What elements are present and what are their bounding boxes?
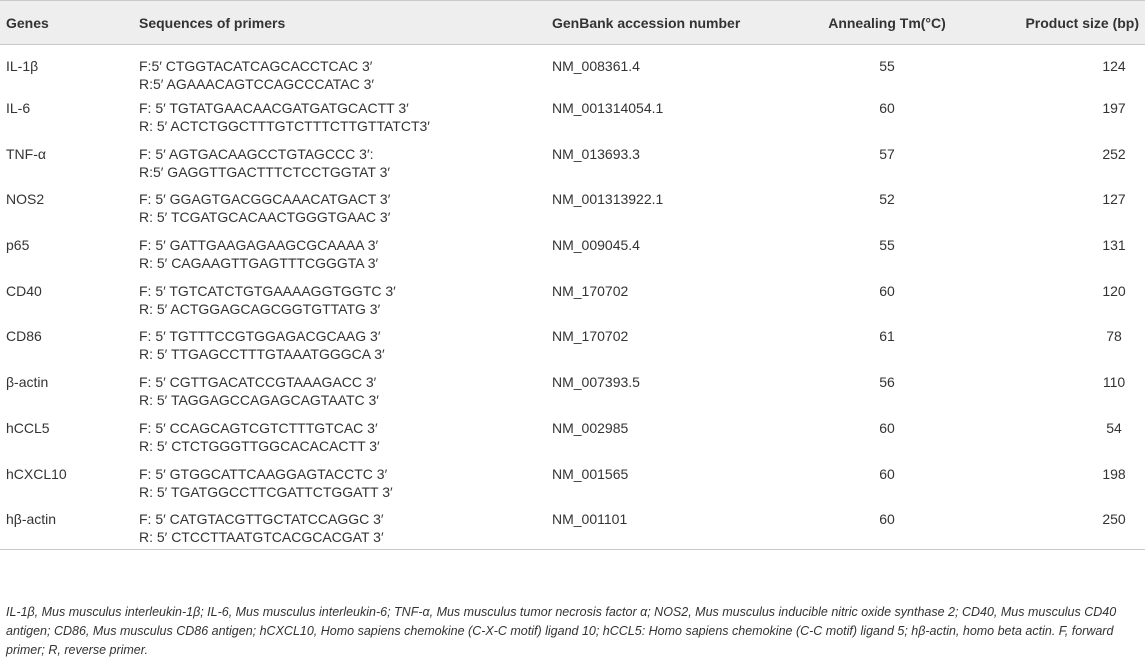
annealing-tm-cell: 55 bbox=[879, 237, 895, 254]
gene-cell: CD40 bbox=[6, 282, 42, 299]
forward-primer: F: 5′ TGTTTCCGTGGAGACGCAAG 3′ bbox=[139, 328, 381, 345]
primer-sequences-cell bbox=[133, 321, 546, 367]
forward-primer: F: 5′ CCAGCAGTCGTCTTTGTCAC 3′ bbox=[139, 419, 378, 436]
gene-cell: p65 bbox=[6, 237, 30, 254]
accession-cell: NM_001313922.1 bbox=[552, 191, 664, 208]
product-size-cell: 250 bbox=[993, 504, 1145, 550]
gene-cell: β-actin bbox=[6, 374, 49, 391]
primer-sequences-cell bbox=[133, 45, 546, 94]
primer-sequences-cell bbox=[133, 230, 546, 276]
annealing-tm-cell: 60 bbox=[781, 504, 993, 550]
forward-primer: F: 5′ TGTATGAACAACGATGATGCACTT 3′ bbox=[139, 100, 409, 116]
reverse-primer: R: 5′ ACTCTGGCTTTGTCTTTCTTGTTATCT3′ bbox=[139, 118, 430, 134]
product-size-cell: 197 bbox=[1102, 100, 1126, 116]
reverse-primer: R: 5′ CTCCTTAATGTCACGCACGAT 3′ bbox=[139, 529, 384, 546]
primer-sequences-cell bbox=[133, 504, 546, 550]
product-size-cell: 78 bbox=[1106, 328, 1122, 345]
annealing-tm-cell: 61 bbox=[879, 328, 895, 345]
accession-cell: NM_001101 bbox=[546, 504, 781, 550]
annealing-tm-cell: 55 bbox=[879, 58, 895, 74]
forward-primer: F: 5′ GTGGCATTCAAGGAGTACCTC 3′ bbox=[139, 465, 388, 482]
accession-cell: NM_170702 bbox=[552, 328, 629, 345]
annealing-tm-cell: 60 bbox=[879, 419, 895, 436]
gene-cell: hCXCL10 bbox=[6, 465, 67, 482]
annealing-tm-cell: 52 bbox=[879, 191, 895, 208]
reverse-primer: R: 5′ TTGAGCCTTTGTAAATGGGCA 3′ bbox=[139, 346, 385, 363]
reverse-primer: R:5′ AGAAACAGTCCAGCCCATAC 3′ bbox=[139, 76, 374, 92]
forward-primer: F: 5′ CATGTACGTTGCTATCCAGGC 3′ bbox=[139, 511, 384, 528]
primer-sequences-cell bbox=[133, 93, 546, 139]
gene-cell: NOS2 bbox=[6, 191, 45, 208]
product-size-cell: 124 bbox=[1102, 58, 1126, 74]
product-size-cell: 54 bbox=[1106, 419, 1122, 436]
header-sequences: Sequences of primers bbox=[133, 1, 546, 45]
reverse-primer: R: 5′ ACTGGAGCAGCGGTGTTATG 3′ bbox=[139, 300, 381, 317]
header-accession: GenBank accession number bbox=[546, 1, 781, 45]
product-size-cell: 252 bbox=[1102, 145, 1126, 162]
table-header-row bbox=[0, 1, 1145, 45]
accession-cell: NM_007393.5 bbox=[552, 374, 640, 391]
reverse-primer: R: 5′ TCGATGCACAACTGGGTGAAC 3′ bbox=[139, 209, 391, 226]
annealing-tm-cell: 60 bbox=[879, 282, 895, 299]
product-size-cell: 127 bbox=[1102, 191, 1126, 208]
gene-cell: IL-1β bbox=[6, 58, 39, 74]
table-row bbox=[0, 230, 1145, 276]
product-size-cell: 110 bbox=[1102, 374, 1126, 391]
reverse-primer: R:5′ GAGGTTGACTTTCTCCTGGTAT 3′ bbox=[139, 163, 391, 180]
reverse-primer: R: 5′ CAGAAGTTGAGTTTCGGGTA 3′ bbox=[139, 255, 379, 272]
table-row bbox=[0, 45, 1145, 94]
table-row bbox=[0, 504, 1145, 550]
accession-cell: NM_002985 bbox=[552, 419, 629, 436]
reverse-primer: R: 5′ TAGGAGCCAGAGCAGTAATC 3′ bbox=[139, 392, 379, 409]
annealing-tm-cell: 60 bbox=[879, 465, 895, 482]
gene-cell: hCCL5 bbox=[6, 419, 50, 436]
annealing-tm-cell: 56 bbox=[879, 374, 895, 391]
accession-cell: NM_009045.4 bbox=[552, 237, 640, 254]
table-row bbox=[0, 184, 1145, 230]
accession-cell: NM_001314054.1 bbox=[552, 100, 664, 116]
forward-primer: F: 5′ AGTGACAAGCCTGTAGCCC 3′: bbox=[139, 145, 374, 162]
product-size-cell: 131 bbox=[1102, 237, 1126, 254]
table-row bbox=[0, 276, 1145, 322]
table-row bbox=[0, 367, 1145, 413]
accession-cell: NM_008361.4 bbox=[552, 58, 640, 74]
table-body bbox=[0, 45, 1145, 550]
table-row bbox=[0, 93, 1145, 139]
table-row bbox=[0, 139, 1145, 185]
forward-primer: F: 5′ CGTTGACATCCGTAAAGACC 3′ bbox=[139, 374, 377, 391]
gene-cell: hβ-actin bbox=[0, 504, 133, 550]
primer-sequences-cell bbox=[133, 184, 546, 230]
reverse-primer: R: 5′ TGATGGCCTTCGATTCTGGATT 3′ bbox=[139, 483, 393, 500]
table-row bbox=[0, 413, 1145, 459]
primer-sequences-cell bbox=[133, 139, 546, 185]
accession-cell: NM_170702 bbox=[552, 282, 629, 299]
annealing-tm-cell: 57 bbox=[879, 145, 895, 162]
gene-cell: IL-6 bbox=[6, 100, 31, 116]
header-annealing-tm: Annealing Tm(°C) bbox=[781, 1, 993, 45]
forward-primer: F: 5′ GGAGTGACGGCAAACATGACT 3′ bbox=[139, 191, 391, 208]
table-row bbox=[0, 321, 1145, 367]
forward-primer: F:5′ CTGGTACATCAGCACCTCAC 3′ bbox=[139, 58, 373, 74]
annealing-tm-cell: 60 bbox=[879, 100, 895, 116]
forward-primer: F: 5′ TGTCATCTGTGAAAAGGTGGTC 3′ bbox=[139, 282, 396, 299]
table-footnote: IL-1β, Mus musculus interleukin-1β; IL-6, Mus musculus interleukin-6; TNF-α, Mus musculus tumor necrosis factor α; NOS2, Mus musculus inducible nitric oxide synthase 2; CD40, Mus musculus CD40 antigen; CD86, Mus musculus CD86 antigen; hCXCL10, Homo sapiens chemokine (C-X-C motif) ligand 10; hCCL5: Homo sapiens chemokine (C-C motif) ligand 5; hβ-actin, homo beta actin. F, forward primer; R, reverse primer. bbox=[6, 605, 1117, 657]
primer-sequences-cell bbox=[133, 367, 546, 413]
reverse-primer: R: 5′ CTCTGGGTTGGCACACACTT 3′ bbox=[139, 437, 380, 454]
product-size-cell: 198 bbox=[1102, 465, 1126, 482]
accession-cell: NM_001565 bbox=[552, 465, 629, 482]
forward-primer: F: 5′ GATTGAAGAGAAGCGCAAAA 3′ bbox=[139, 237, 379, 254]
primer-sequences-cell bbox=[133, 276, 546, 322]
gene-cell: CD86 bbox=[6, 328, 42, 345]
primer-sequences-cell bbox=[133, 459, 546, 505]
product-size-cell: 120 bbox=[1102, 282, 1126, 299]
accession-cell: NM_013693.3 bbox=[552, 145, 640, 162]
table-row bbox=[0, 459, 1145, 505]
gene-cell: TNF-α bbox=[6, 145, 46, 162]
header-genes: Genes bbox=[0, 1, 133, 45]
primer-sequences-cell bbox=[133, 413, 546, 459]
header-product-size: Product size (bp) bbox=[993, 1, 1145, 45]
